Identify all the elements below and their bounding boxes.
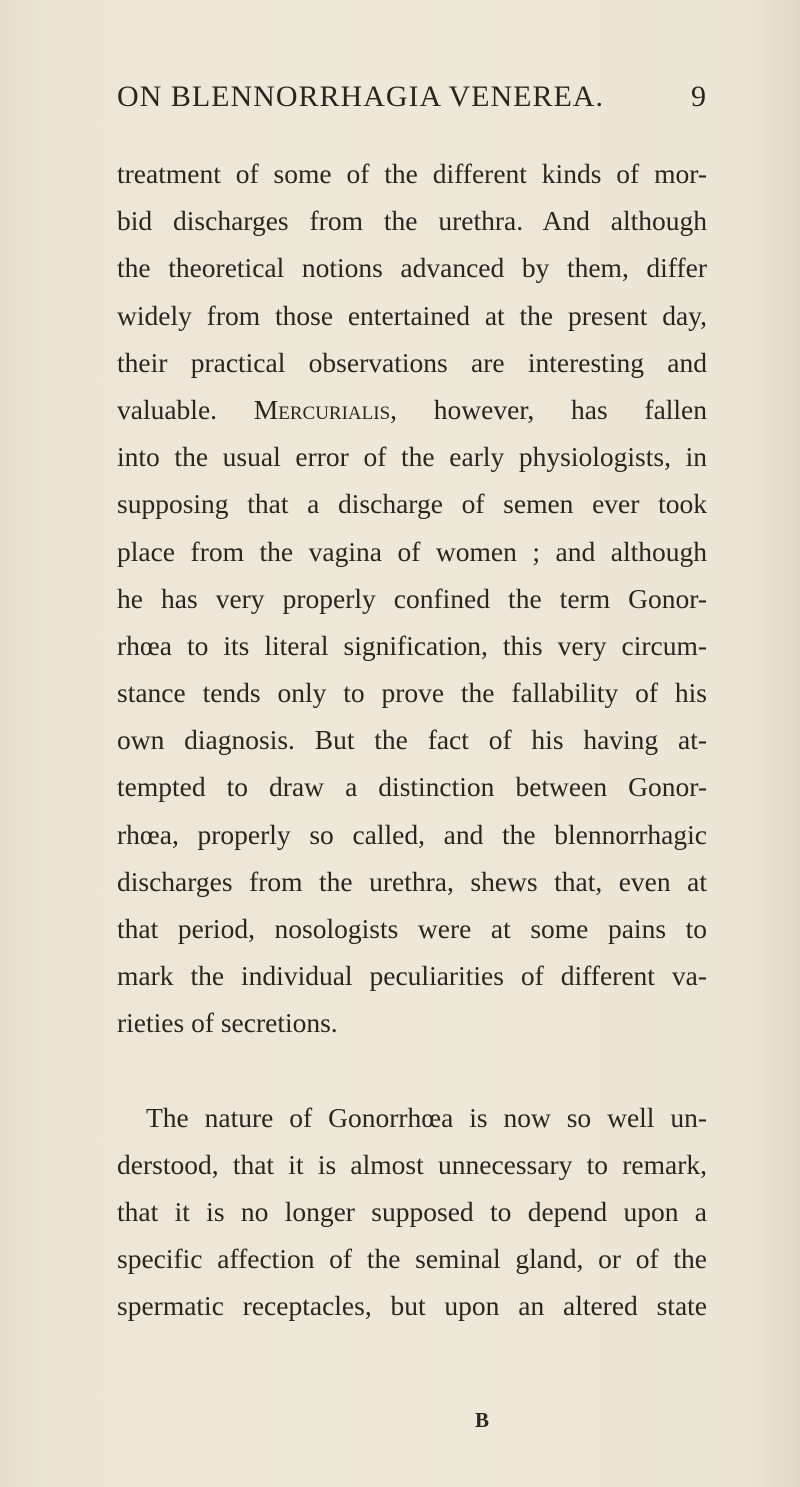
running-title: ON BLENNORRHAGIA VENEREA. [117,80,604,113]
text-line: The nature of Gonorrhœa is now so well un- [146,1101,707,1133]
text-line: he has very properly confined the term Gonor- [117,582,707,614]
text-line: widely from those entertained at the present day, [117,299,707,331]
text-line: spermatic receptacles, but upon an altered state [117,1290,707,1322]
text-line: discharges from the urethra, shews that, even at [117,865,707,897]
text-run: however, has fallen [433,393,708,425]
text-line: their practical observations are interesting and [117,346,707,378]
text-line: stance tends only to prove the fallability of his [117,677,707,709]
text-line: supposing that a discharge of semen ever took [117,488,707,520]
text-line: that it is no longer supposed to depend upon a [117,1195,707,1227]
text-line: rieties of secretions. [117,1007,338,1039]
paragraph-1 [117,150,707,1047]
text-line: the theoretical notions advanced by them, differ [117,252,707,284]
paragraph-gap [117,1047,707,1094]
text-line: tempted to draw a distinction between Gonor- [117,771,707,803]
text-line: into the usual error of the early physiologists, in [117,441,707,473]
text-line: rhœa to its literal signification, this very circum- [117,629,707,661]
signature-mark: B [475,1408,490,1432]
running-header [117,80,707,120]
text-line [117,386,707,433]
author-name: Mercurialis, [253,393,398,425]
text-line: that period, nosologists were at some pains to [117,913,707,944]
text-line: treatment of some of the different kinds of mor- [117,158,707,189]
text-line: place from the vagina of women ; and although [117,535,707,567]
body-text [117,150,707,1330]
text-run: valuable. [117,393,218,425]
text-line: mark the individual peculiarities of different va- [117,960,707,992]
text-line: own diagnosis. But the fact of his having at- [117,724,707,756]
text-line: rhœa, properly so called, and the blennorrhagic [117,818,707,850]
text-line: specific affection of the seminal gland, or of the [117,1243,707,1275]
paragraph-2 [117,1094,707,1330]
text-line: bid discharges from the urethra. And although [117,205,707,237]
text-line: derstood, that it is almost unnecessary to remark, [117,1148,707,1180]
page-number: 9 [691,80,707,113]
